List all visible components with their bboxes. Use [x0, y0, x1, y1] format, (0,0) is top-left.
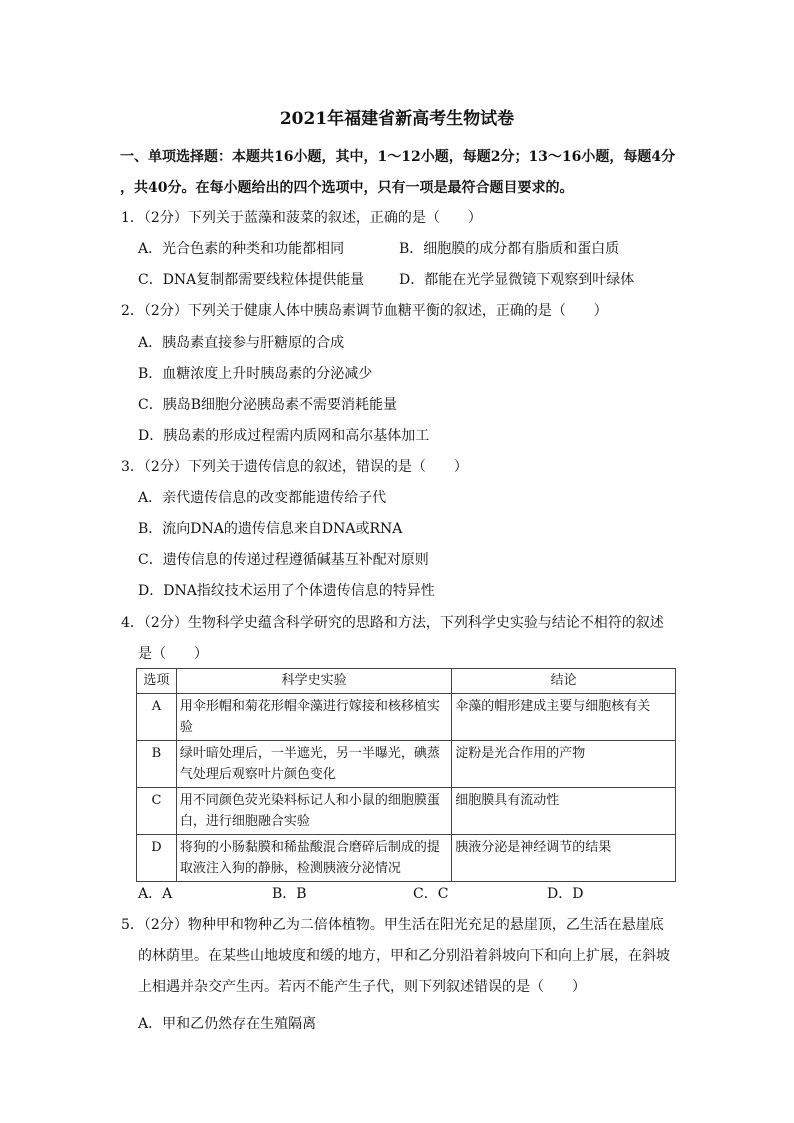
- question-1-option-d: D．都能在光学显微镜下观察到叶绿体: [399, 272, 635, 288]
- question-2-option-a: A．胰岛素直接参与肝糖原的合成: [138, 335, 345, 351]
- table-cell-conclusion: 细胞膜具有流动性: [452, 788, 676, 835]
- question-4-option-b: B．B: [272, 886, 307, 902]
- question-5-stem-line-3: 上相遇并杂交产生丙。若丙不能产生子代，则下列叙述错误的是（ ）: [138, 979, 586, 995]
- table-cell-experiment: 将狗的小肠黏膜和稀盐酸混合磨碎后制成的提取液注入狗的静脉，检测胰液分泌情况: [176, 835, 451, 882]
- table-header-experiment: 科学史实验: [176, 669, 451, 694]
- section-instructions-line-1: 一、单项选择题：本题共16小题，其中，1～12小题，每题2分；13～16小题，每题4分: [120, 149, 676, 165]
- question-5-option-a: A．甲和乙仍然存在生殖隔离: [138, 1016, 317, 1032]
- question-2-stem: 2．（2分）下列关于健康人体中胰岛素调节血糖平衡的叙述，正确的是（ ）: [121, 303, 608, 319]
- table-cell-experiment: 用伞形帽和菊花形帽伞藻进行嫁接和核移植实验: [176, 694, 451, 741]
- question-5-stem-line-2: 的林荫里。在某些山地坡度和缓的地方，甲和乙分别沿着斜坡向下和向上扩展，在斜坡: [138, 948, 670, 964]
- table-cell-conclusion: 胰液分泌是神经调节的结果: [452, 835, 676, 882]
- question-1-option-a: A．光合色素的种类和功能都相同: [138, 241, 345, 257]
- table-cell-option: D: [137, 835, 177, 882]
- exam-title: 2021年福建省新高考生物试卷: [279, 109, 515, 129]
- question-3-option-a: A．亲代遗传信息的改变都能遗传给子代: [138, 490, 387, 506]
- table-row: [137, 788, 676, 835]
- question-3-option-b: B．流向DNA的遗传信息来自DNA或RNA: [138, 521, 403, 537]
- question-3-option-c: C．遗传信息的传递过程遵循碱基互补配对原则: [138, 552, 429, 568]
- question-1-option-b: B．细胞膜的成分都有脂质和蛋白质: [399, 241, 620, 257]
- question-4-stem-line-2: 是（ ）: [138, 646, 208, 662]
- question-1-stem: 1．（2分）下列关于蓝藻和菠菜的叙述，正确的是（ ）: [121, 210, 482, 226]
- table-row: [137, 741, 676, 788]
- table-header-row: [137, 669, 676, 694]
- table-header-option: 选项: [137, 669, 177, 694]
- question-1-option-c: C．DNA复制都需要线粒体提供能量: [138, 272, 365, 288]
- question-5-stem-line-1: 5．（2分）物种甲和物种乙为二倍体植物。甲生活在阳光充足的悬崖顶，乙生活在悬崖底: [121, 917, 664, 933]
- table-row: [137, 835, 676, 882]
- question-4-option-a: A．A: [138, 886, 173, 902]
- question-2-option-b: B．血糖浓度上升时胰岛素的分泌减少: [138, 366, 373, 382]
- table-cell-option: C: [137, 788, 177, 835]
- table-row: [137, 694, 676, 741]
- table-cell-experiment: 用不同颜色荧光染料标记人和小鼠的细胞膜蛋白，进行细胞融合实验: [176, 788, 451, 835]
- table-cell-option: B: [137, 741, 177, 788]
- question-4-option-d: D．D: [547, 886, 584, 902]
- question-4-option-c: C．C: [413, 886, 449, 902]
- table-cell-option: A: [137, 694, 177, 741]
- science-history-table: [136, 668, 676, 882]
- table-cell-conclusion: 伞藻的帽形建成主要与细胞核有关: [452, 694, 676, 741]
- section-instructions-line-2: ，共40分。在每小题给出的四个选项中，只有一项是最符合题目要求的。: [120, 180, 574, 196]
- table-cell-conclusion: 淀粉是光合作用的产物: [452, 741, 676, 788]
- question-3-option-d: D．DNA指纹技术运用了个体遗传信息的特异性: [138, 583, 435, 599]
- question-3-stem: 3．（2分）下列关于遗传信息的叙述，错误的是（ ）: [121, 459, 468, 475]
- table-header-conclusion: 结论: [452, 669, 676, 694]
- question-4-stem-line-1: 4．（2分）生物科学史蕴含科学研究的思路和方法，下列科学史实验与结论不相符的叙述: [121, 615, 664, 631]
- table-cell-experiment: 绿叶暗处理后，一半遮光，另一半曝光，碘蒸气处理后观察叶片颜色变化: [176, 741, 451, 788]
- question-2-option-d: D．胰岛素的形成过程需内质网和高尔基体加工: [138, 428, 430, 444]
- question-2-option-c: C．胰岛B细胞分泌胰岛素不需要消耗能量: [138, 397, 397, 413]
